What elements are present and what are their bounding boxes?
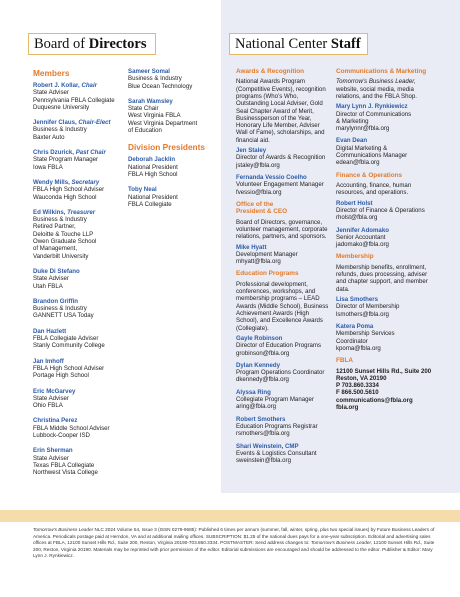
person-detail: Membership Services bbox=[336, 330, 395, 338]
person-role: Chair-Elect bbox=[78, 119, 111, 127]
person-detail: Blue Ocean Technology bbox=[128, 82, 193, 90]
person-name-text: Duke Di Stefano bbox=[33, 267, 80, 275]
person-detail: Events & Logistics Consultant bbox=[236, 449, 317, 457]
person-entry bbox=[236, 416, 332, 438]
person-name bbox=[236, 443, 332, 450]
person-entry bbox=[236, 389, 332, 411]
person-name bbox=[236, 389, 332, 396]
person-name bbox=[33, 388, 125, 395]
person-detail: Utah FBLA bbox=[33, 282, 63, 290]
person-entry bbox=[33, 268, 125, 290]
president-heading bbox=[236, 201, 332, 216]
person-detail: State Adviser bbox=[33, 275, 69, 283]
person-name-text: Robert Holst bbox=[336, 199, 373, 207]
person-name-text: Wendy Mills, bbox=[33, 178, 70, 186]
person-detail: marylynnr@fbla.org bbox=[336, 125, 390, 133]
fbla-address-line: 12100 Sunset Hills Rd., Suite 200 bbox=[336, 367, 432, 375]
comms-description-rest: website, social media, media relations, and the FBLA Shop. bbox=[336, 85, 417, 100]
person-detail: Iowa FBLA bbox=[33, 163, 63, 171]
person-detail: Owen Graduate School bbox=[33, 238, 97, 246]
finance-heading: Finance & Operations bbox=[336, 171, 403, 179]
person-detail: Digital Marketing & bbox=[336, 144, 388, 152]
footer-text-2: 12100 Sunset Hills Rd., Suite 200, Reston, Virginia 20190. Materials may be reprinted with prior permission of the editor. Editorial submissions are encouraged and should be addressed to the editor. Publisher & Editor: Mary Lynn J. Rynkiewicz. bbox=[33, 540, 435, 558]
person-name-text: Mary Lynn J. Rynkiewicz bbox=[336, 103, 408, 111]
person-detail: jstaley@fbla.org bbox=[236, 161, 280, 169]
person-name bbox=[236, 244, 332, 251]
person-detail: edean@fbla.org bbox=[336, 159, 380, 167]
awards-description: National Awards Program (Competitive Events), recognition programs (Who’s Who, Outstanding Local Adviser, Gold Seal Chapter Award of Merit, Businessperson of the Year, Honorary Life Member, Adviser Wall of Fame), scholarships, and financial aid. bbox=[236, 78, 326, 144]
fbla-address-line: Reston, VA 20190 bbox=[336, 374, 387, 382]
person-detail: Stanly Community College bbox=[33, 342, 105, 350]
person-entry bbox=[336, 227, 432, 249]
members-list bbox=[33, 82, 125, 476]
person-name-text: Ed Wilkins, bbox=[33, 208, 66, 216]
person-detail: Program Operations Coordinator bbox=[236, 369, 325, 377]
person-detail: Director of Education Programs bbox=[236, 342, 322, 350]
person-name bbox=[236, 335, 332, 342]
person-entry bbox=[33, 328, 125, 350]
person-name-text: Christina Perez bbox=[33, 417, 78, 425]
person-name bbox=[128, 98, 220, 105]
footer-text-1: NLC 2024 Volume 54, Issue 3 (ISSN 0279-9685): Published 6 times per annum (summer, fall, winter, spring, plus two special issues) by Future Business Leaders of America. Periodicals postage paid at Herndon, VA and at additional mailing offices. SUBSCRIPTION: $1.25 of the national dues pays for a one-year subscription. Editorial and advertising sales offices at FBLA, 12100 Sunset Hills Rd., Suite 200, Reston, Virginia 20190-703.860.3334. POSTMASTER: Send address changes to: bbox=[33, 527, 435, 545]
board-title-pre: Board of bbox=[34, 36, 89, 52]
staff-title bbox=[229, 33, 368, 55]
board-title bbox=[28, 33, 156, 55]
person-name bbox=[33, 298, 125, 305]
person-name-text: Gayle Robinson bbox=[236, 334, 283, 342]
comms-heading: Communications & Marketing bbox=[336, 68, 427, 75]
person-entry bbox=[33, 209, 125, 260]
person-entry bbox=[33, 82, 125, 111]
person-name-text: Katera Poma bbox=[336, 322, 374, 330]
person-name bbox=[336, 323, 432, 330]
person-detail: Director of Communications bbox=[336, 110, 412, 118]
person-detail: Communications Manager bbox=[336, 152, 408, 160]
education-description: Professional development, conferences, workshops, and membership programs – LEAD Awards (Middle School), Business Achievement Awards (High School), and Excellence Awards (Collegiate). bbox=[236, 280, 329, 332]
members-column-2 bbox=[128, 68, 220, 216]
person-detail: Lubbock-Cooper ISD bbox=[33, 431, 90, 439]
person-detail: rholst@fbla.org bbox=[336, 214, 378, 222]
person-entry bbox=[33, 358, 125, 380]
person-name bbox=[336, 296, 432, 303]
person-name-text: Lisa Smothers bbox=[336, 296, 378, 304]
person-detail: sweinstein@fbla.org bbox=[236, 457, 291, 465]
person-name-text: Toby Neal bbox=[128, 186, 157, 194]
person-detail: of Management, bbox=[33, 245, 78, 253]
person-name-text: Jan Imhoff bbox=[33, 357, 64, 365]
person-detail: State Program Manager bbox=[33, 156, 99, 164]
person-name-text: Dan Hazlett bbox=[33, 327, 67, 335]
person-name-text: Dylan Kennedy bbox=[236, 361, 281, 369]
membership-list bbox=[336, 296, 432, 352]
person-detail: State Adviser bbox=[33, 454, 69, 462]
fbla-address-line: communications@fbla.org bbox=[336, 396, 413, 404]
person-detail: Coordinator bbox=[336, 337, 368, 345]
person-name bbox=[236, 416, 332, 423]
person-entry bbox=[236, 147, 332, 169]
person-detail: State Adviser bbox=[33, 89, 69, 97]
person-detail: grobinson@fbla.org bbox=[236, 349, 290, 357]
person-entry bbox=[236, 443, 332, 465]
person-detail: jadomako@fbla.org bbox=[336, 241, 389, 249]
person-entry bbox=[336, 137, 432, 166]
person-detail: National President bbox=[128, 163, 178, 171]
person-entry bbox=[33, 119, 125, 141]
person-detail: GANNETT USA Today bbox=[33, 312, 94, 320]
person-entry bbox=[236, 174, 332, 196]
person-detail: FBLA High School Adviser bbox=[33, 186, 105, 194]
members-heading: Members bbox=[33, 68, 70, 78]
person-name-text: Fernanda Vessio Coelho bbox=[236, 173, 307, 181]
person-detail: & Marketing bbox=[336, 117, 369, 125]
president-heading-line-2: President & CEO bbox=[236, 208, 288, 216]
person-detail: aring@fbla.org bbox=[236, 403, 277, 411]
person-detail: Business & Industry bbox=[33, 126, 87, 134]
person-name bbox=[128, 186, 220, 193]
fbla-address-line: fbla.org bbox=[336, 404, 359, 412]
person-role: Secretary bbox=[71, 178, 100, 186]
person-detail: West Virginia FBLA bbox=[128, 112, 181, 120]
person-name bbox=[128, 156, 220, 163]
person-detail: Collegiate Program Manager bbox=[236, 396, 314, 404]
person-detail: Portage High School bbox=[33, 372, 89, 380]
person-name-text: Brandon Griffin bbox=[33, 297, 79, 305]
members-column bbox=[33, 68, 125, 484]
finance-list bbox=[336, 200, 432, 249]
members-list-2 bbox=[128, 68, 220, 134]
person-entry bbox=[336, 296, 432, 318]
finance-description: Accounting, finance, human resources, and operations. bbox=[336, 182, 412, 197]
person-name-text: Mike Hyatt bbox=[236, 243, 267, 251]
person-detail: State Chair bbox=[128, 105, 159, 113]
person-name-text: Sarah Wamsley bbox=[128, 97, 173, 105]
person-detail: dkennedy@fbla.org bbox=[236, 376, 289, 384]
person-name-text: Sameer Somal bbox=[128, 68, 171, 75]
person-detail: Business & Industry bbox=[33, 305, 87, 313]
fbla-heading: FBLA bbox=[336, 357, 354, 365]
membership-description: Membership benefits, enrollment, refunds, dues processing, adviser and chapter support, and member data. bbox=[336, 263, 428, 293]
person-entry bbox=[33, 179, 125, 201]
person-detail: FBLA High School bbox=[128, 170, 178, 178]
person-role: Chair bbox=[81, 82, 98, 89]
person-name-text: Jen Staley bbox=[236, 147, 267, 155]
person-entry bbox=[236, 244, 332, 266]
staff-title-pre: National Center bbox=[235, 36, 331, 52]
board-title-bold: Directors bbox=[88, 36, 147, 52]
staff-column-2 bbox=[336, 68, 432, 411]
person-detail: FBLA Middle School Adviser bbox=[33, 424, 110, 432]
president-heading-line-1: Office of the bbox=[236, 200, 274, 208]
person-name bbox=[33, 149, 125, 156]
person-name bbox=[33, 268, 125, 275]
person-entry bbox=[128, 68, 220, 90]
person-detail: Baxter Auto bbox=[33, 133, 65, 141]
division-list bbox=[128, 156, 220, 208]
person-name bbox=[33, 179, 125, 186]
person-detail: Pennsylvania FBLA Collegiate bbox=[33, 96, 115, 104]
person-entry bbox=[33, 447, 125, 476]
person-detail: rsmothers@fbla.org bbox=[236, 430, 290, 438]
person-entry bbox=[128, 156, 220, 178]
president-list bbox=[236, 244, 332, 266]
person-detail: Northwest Vista College bbox=[33, 469, 98, 477]
person-name-text: Robert J. Kollar, bbox=[33, 82, 80, 89]
person-name-text: Robert Smothers bbox=[236, 415, 286, 423]
footer-masthead bbox=[33, 527, 438, 560]
comms-list bbox=[336, 103, 432, 166]
person-name bbox=[33, 358, 125, 365]
person-detail: State Adviser bbox=[33, 394, 69, 402]
membership-heading: Membership bbox=[336, 253, 374, 261]
person-name-text: Jennifer Claus, bbox=[33, 119, 77, 127]
fbla-address-line: F 866.500.5610 bbox=[336, 389, 379, 397]
person-entry bbox=[128, 98, 220, 134]
staff-title-bold: Staff bbox=[330, 36, 361, 52]
person-name bbox=[336, 137, 432, 144]
person-entry bbox=[33, 417, 125, 439]
person-detail: kpoma@fbla.org bbox=[336, 344, 381, 352]
person-entry bbox=[236, 362, 332, 384]
footer-pub-title-2: Tomorrow’s Business Leader, bbox=[310, 540, 373, 545]
fbla-address bbox=[336, 368, 432, 412]
president-description: Board of Directors, governance, volunteer management, corporate relations, partners, and sponsors. bbox=[236, 218, 328, 241]
person-name-text: Evan Dean bbox=[336, 137, 368, 145]
person-entry bbox=[33, 149, 125, 171]
person-detail: FBLA Collegiate bbox=[128, 200, 172, 208]
person-role: Past Chair bbox=[75, 149, 106, 157]
person-detail: Senior Accountant bbox=[336, 233, 386, 241]
person-role: Treasurer bbox=[67, 208, 96, 216]
person-name-text: Chris Dzurick, bbox=[33, 149, 74, 157]
person-detail: Director of Awards & Recognition bbox=[236, 154, 326, 162]
person-detail: Volunteer Engagement Manager bbox=[236, 181, 324, 189]
person-name bbox=[336, 103, 432, 110]
person-detail: Education Programs Registrar bbox=[236, 422, 318, 430]
person-name bbox=[33, 328, 125, 335]
awards-list bbox=[236, 147, 332, 196]
person-entry bbox=[236, 335, 332, 357]
division-heading: Division Presidents bbox=[128, 142, 206, 153]
education-heading: Education Programs bbox=[236, 270, 299, 278]
person-detail: National President bbox=[128, 193, 178, 201]
person-entry bbox=[336, 323, 432, 352]
person-name bbox=[33, 209, 125, 216]
person-name bbox=[236, 147, 332, 154]
person-name-text: Jennifer Adomako bbox=[336, 226, 389, 234]
comms-description bbox=[336, 78, 432, 100]
person-name bbox=[236, 174, 332, 181]
person-entry bbox=[33, 298, 125, 320]
person-detail: FBLA Collegiate Adviser bbox=[33, 335, 99, 343]
awards-heading: Awards & Recognition bbox=[236, 68, 305, 75]
person-name-text: Erin Sherman bbox=[33, 447, 73, 455]
person-name bbox=[33, 447, 125, 454]
person-detail: of Education bbox=[128, 127, 162, 135]
person-detail: Vanderbilt University bbox=[33, 252, 89, 260]
person-detail: Wauconda High School bbox=[33, 193, 97, 201]
person-entry bbox=[33, 388, 125, 410]
person-detail: Business & Industry bbox=[128, 75, 182, 83]
person-detail: Texas FBLA Collegiate bbox=[33, 461, 95, 469]
person-detail: Business & Industry bbox=[33, 216, 87, 224]
staff-column-1 bbox=[236, 68, 332, 469]
person-detail: Deloitte & Touche LLP bbox=[33, 230, 94, 238]
person-detail: Director of Finance & Operations bbox=[336, 206, 425, 214]
fbla-address-line: P 703.860.3334 bbox=[336, 382, 379, 390]
person-entry bbox=[336, 103, 432, 132]
footer-pub-title: Tomorrow’s Business Leader bbox=[33, 527, 94, 532]
person-name-text: Deborah Jacklin bbox=[128, 156, 176, 164]
person-detail: Duquesne University bbox=[33, 103, 90, 111]
person-name-text: Alyssa Ring bbox=[236, 388, 271, 396]
footer-bar bbox=[0, 510, 460, 522]
person-name bbox=[128, 68, 220, 75]
person-name bbox=[33, 82, 125, 89]
person-name bbox=[33, 119, 125, 126]
person-detail: Ohio FBLA bbox=[33, 402, 63, 410]
person-detail: fvessio@fbla.org bbox=[236, 188, 282, 196]
person-detail: mhyatt@fbla.org bbox=[236, 258, 281, 266]
comms-description-italic: Tomorrow’s Business Leader, bbox=[336, 78, 416, 86]
person-name-text: Eric McGarvey bbox=[33, 387, 76, 395]
person-entry bbox=[336, 200, 432, 222]
person-detail: lsmothers@fbla.org bbox=[336, 310, 389, 318]
person-name bbox=[33, 417, 125, 424]
person-detail: Director of Membership bbox=[336, 303, 400, 311]
education-list bbox=[236, 335, 332, 464]
person-name bbox=[336, 200, 432, 207]
person-name bbox=[236, 362, 332, 369]
person-detail: West Virginia Department bbox=[128, 119, 198, 127]
person-entry bbox=[128, 186, 220, 208]
person-name-text: Shari Weinstein, CMP bbox=[236, 442, 299, 450]
person-detail: FBLA High School Adviser bbox=[33, 364, 105, 372]
person-detail: Retired Partner, bbox=[33, 223, 76, 231]
person-name bbox=[336, 227, 432, 234]
person-detail: Development Manager bbox=[236, 250, 298, 258]
